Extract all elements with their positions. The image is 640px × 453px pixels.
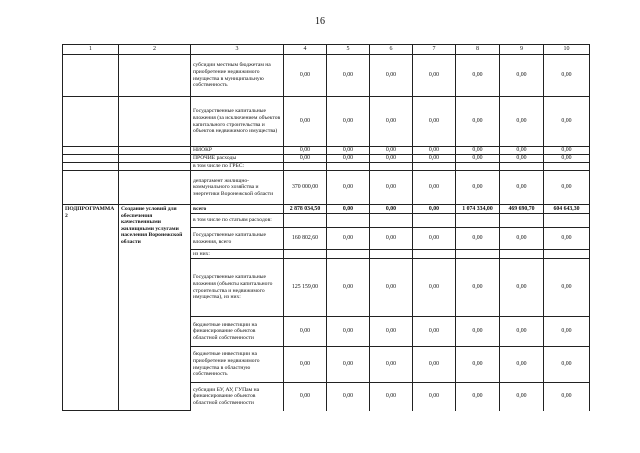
value-cell: 0,00 — [456, 259, 500, 317]
page-number: 16 — [315, 16, 325, 27]
value-cell: 0,00 — [327, 147, 370, 155]
value-cell: 0,00 — [413, 55, 456, 97]
subprogram-label: ПОДПРОГРАММА 2 — [63, 205, 119, 411]
value-cell — [413, 163, 456, 171]
value-cell: 0,00 — [413, 383, 456, 411]
value-cell: 0,00 — [284, 97, 327, 147]
value-cell: 0,00 — [544, 228, 590, 250]
value-cell: 0,00 — [544, 383, 590, 411]
value-cell: 0,00 — [284, 55, 327, 97]
value-cell: 0,00 — [456, 147, 500, 155]
value-cell: 0,00 — [456, 97, 500, 147]
empty-cell — [119, 155, 191, 163]
value-cell: 0,00 — [500, 155, 544, 163]
empty-cell — [119, 147, 191, 155]
value-cell: 0,00 — [370, 205, 413, 214]
value-cell: 0,00 — [327, 228, 370, 250]
value-cell: 0,00 — [370, 155, 413, 163]
row-label: бюджетные инвестиции на финансирование объектов областной собственности — [191, 317, 284, 347]
row-label: департамент жилищно-коммунального хозяйства и энергетики Воронежской области — [191, 171, 284, 205]
value-cell: 0,00 — [370, 347, 413, 383]
value-cell: 1 074 334,00 — [456, 205, 500, 214]
row-label: Государственные капитальные вложения (за исключением объектов капитального строительства и объектов недвижимого имущества) — [191, 97, 284, 147]
value-cell: 0,00 — [500, 97, 544, 147]
value-cell — [544, 214, 590, 228]
value-cell: 0,00 — [327, 155, 370, 163]
value-cell: 0,00 — [413, 97, 456, 147]
value-cell: 0,00 — [544, 155, 590, 163]
table-row — [63, 97, 590, 147]
value-cell: 0,00 — [370, 97, 413, 147]
table-row — [63, 163, 590, 171]
value-cell — [284, 214, 327, 228]
column-header-row — [63, 45, 590, 55]
empty-cell — [63, 97, 119, 147]
row-label: бюджетные инвестиции на приобретение недвижимого имущества в областную собственность — [191, 347, 284, 383]
value-cell: 0,00 — [456, 317, 500, 347]
value-cell: 0,00 — [456, 55, 500, 97]
value-cell: 0,00 — [500, 259, 544, 317]
empty-cell — [119, 163, 191, 171]
value-cell — [413, 250, 456, 259]
value-cell: 0,00 — [500, 171, 544, 205]
value-cell: 0,00 — [327, 259, 370, 317]
value-cell — [327, 250, 370, 259]
empty-cell — [119, 55, 191, 97]
row-label: субсидии местным бюджетам на приобретение недвижимого имущества в муниципальную собственность — [191, 55, 284, 97]
value-cell — [456, 163, 500, 171]
row-label: из них: — [191, 250, 284, 259]
table-row — [63, 171, 590, 205]
column-header-5: 5 — [327, 45, 370, 55]
value-cell — [456, 214, 500, 228]
row-label: ПРОЧИЕ расходы — [191, 155, 284, 163]
value-cell: 604 643,30 — [544, 205, 590, 214]
column-header-1: 1 — [63, 45, 119, 55]
value-cell: 0,00 — [327, 171, 370, 205]
value-cell: 0,00 — [370, 228, 413, 250]
empty-cell — [63, 55, 119, 97]
value-cell: 0,00 — [327, 383, 370, 411]
value-cell: 0,00 — [413, 171, 456, 205]
value-cell — [456, 250, 500, 259]
value-cell — [327, 163, 370, 171]
value-cell: 0,00 — [500, 228, 544, 250]
value-cell: 0,00 — [284, 317, 327, 347]
value-cell: 0,00 — [370, 259, 413, 317]
value-cell: 0,00 — [413, 347, 456, 383]
value-cell — [370, 214, 413, 228]
value-cell: 0,00 — [413, 259, 456, 317]
value-cell: 0,00 — [544, 317, 590, 347]
column-header-9: 9 — [500, 45, 544, 55]
value-cell: 0,00 — [544, 55, 590, 97]
value-cell: 0,00 — [500, 317, 544, 347]
table-row — [63, 147, 590, 155]
column-header-10: 10 — [544, 45, 590, 55]
value-cell: 0,00 — [456, 171, 500, 205]
empty-cell — [63, 171, 119, 205]
value-cell: 0,00 — [370, 147, 413, 155]
table-row — [63, 55, 590, 97]
empty-cell — [63, 163, 119, 171]
budget-table — [62, 44, 590, 411]
value-cell: 0,00 — [544, 259, 590, 317]
row-label: НИОКР — [191, 147, 284, 155]
value-cell — [284, 163, 327, 171]
value-cell: 160 802,60 — [284, 228, 327, 250]
value-cell: 0,00 — [284, 147, 327, 155]
value-cell: 2 878 034,50 — [284, 205, 327, 214]
value-cell: 0,00 — [413, 147, 456, 155]
value-cell — [327, 214, 370, 228]
value-cell: 0,00 — [456, 383, 500, 411]
value-cell — [500, 250, 544, 259]
value-cell: 0,00 — [327, 347, 370, 383]
empty-cell — [119, 171, 191, 205]
table-row — [63, 205, 590, 214]
row-label: в том числе по статьям расходов: — [191, 214, 284, 228]
value-cell: 0,00 — [500, 383, 544, 411]
value-cell: 0,00 — [413, 228, 456, 250]
value-cell: 0,00 — [413, 205, 456, 214]
column-header-6: 6 — [370, 45, 413, 55]
value-cell: 0,00 — [327, 205, 370, 214]
empty-cell — [63, 155, 119, 163]
value-cell: 0,00 — [284, 347, 327, 383]
value-cell — [500, 163, 544, 171]
row-label: всего — [191, 205, 284, 214]
value-cell — [370, 250, 413, 259]
value-cell: 0,00 — [370, 55, 413, 97]
value-cell — [544, 250, 590, 259]
value-cell: 0,00 — [500, 55, 544, 97]
empty-cell — [119, 97, 191, 147]
table-row — [63, 155, 590, 163]
row-label: субсидии БУ, АУ, ГУПам на финансирование объектов областной собственности — [191, 383, 284, 411]
value-cell: 0,00 — [544, 97, 590, 147]
value-cell: 0,00 — [413, 155, 456, 163]
value-cell: 0,00 — [284, 155, 327, 163]
value-cell: 125 159,00 — [284, 259, 327, 317]
row-label: Государственные капитальные вложения (объекты капитального строительства и недвижимого имущества), из них: — [191, 259, 284, 317]
value-cell: 0,00 — [327, 55, 370, 97]
value-cell — [500, 214, 544, 228]
column-header-3: 3 — [191, 45, 284, 55]
column-header-8: 8 — [456, 45, 500, 55]
value-cell — [284, 250, 327, 259]
row-label: Государственные капитальные вложения, всего — [191, 228, 284, 250]
value-cell — [370, 163, 413, 171]
value-cell: 0,00 — [327, 97, 370, 147]
value-cell: 0,00 — [456, 347, 500, 383]
value-cell — [544, 163, 590, 171]
column-header-7: 7 — [413, 45, 456, 55]
value-cell — [413, 214, 456, 228]
value-cell: 469 690,70 — [500, 205, 544, 214]
value-cell: 0,00 — [544, 147, 590, 155]
value-cell: 0,00 — [327, 317, 370, 347]
empty-cell — [63, 147, 119, 155]
column-header-2: 2 — [119, 45, 191, 55]
value-cell: 0,00 — [500, 147, 544, 155]
row-label: в том числе по ГРБС: — [191, 163, 284, 171]
value-cell: 0,00 — [456, 228, 500, 250]
value-cell: 0,00 — [370, 317, 413, 347]
value-cell: 0,00 — [413, 317, 456, 347]
value-cell: 0,00 — [500, 347, 544, 383]
value-cell: 0,00 — [544, 347, 590, 383]
value-cell: 0,00 — [370, 383, 413, 411]
value-cell: 0,00 — [370, 171, 413, 205]
value-cell: 0,00 — [456, 155, 500, 163]
value-cell: 0,00 — [544, 171, 590, 205]
subprogram-title: Создание условий для обеспечения качественными жилищными услугами населения Воронежской области — [119, 205, 191, 411]
value-cell: 370 000,00 — [284, 171, 327, 205]
column-header-4: 4 — [284, 45, 327, 55]
value-cell: 0,00 — [284, 383, 327, 411]
